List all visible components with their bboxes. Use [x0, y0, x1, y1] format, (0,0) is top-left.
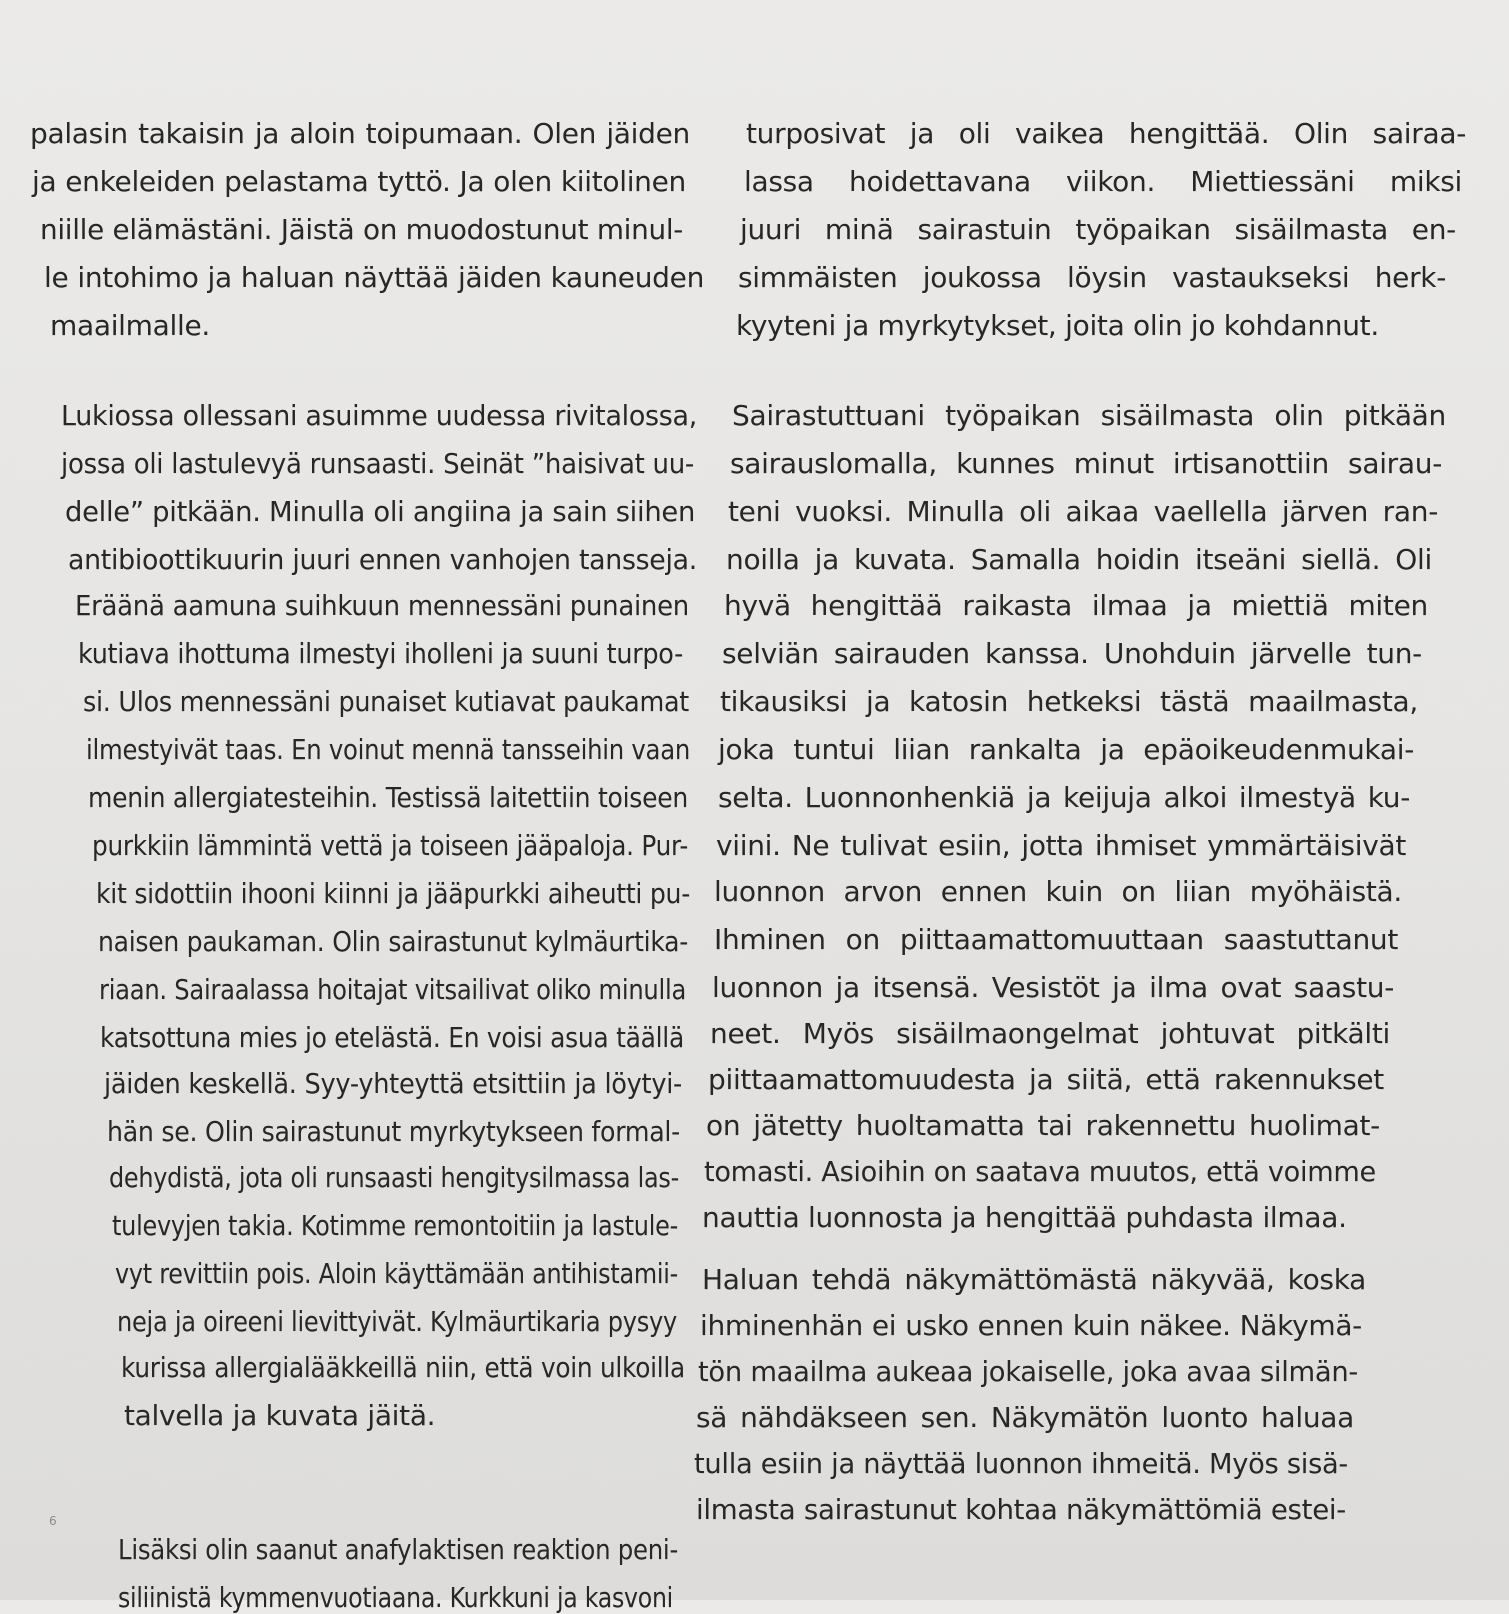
page-number: 6 — [49, 1514, 57, 1528]
right-paragraph-2-line: joka tuntui liian rankalta ja epäoikeudenmukai- — [718, 733, 1414, 766]
left-paragraph-2-line: talvella ja kuvata jäitä. — [124, 1399, 436, 1432]
left-paragraph-2-line: katsottuna mies jo etelästä. En voisi asua täällä — [100, 1021, 684, 1054]
right-paragraph-2-line: teni vuoksi. Minulla oli aikaa vaellella järven ran- — [728, 495, 1439, 528]
right-paragraph-2-line: tikausiksi ja katosin hetkeksi tästä maailmasta, — [720, 685, 1418, 718]
left-paragraph-1-line: maailmalle. — [50, 309, 210, 342]
left-paragraph-2-line: si. Ulos mennessäni punaiset kutiavat paukamat — [83, 685, 689, 718]
right-paragraph-1-line: turposivat ja oli vaikea hengittää. Olin sairaa- — [746, 117, 1467, 150]
right-paragraph-3-line: ilmasta sairastunut kohtaa näkymättömiä estei- — [696, 1493, 1346, 1526]
left-paragraph-1-line: palasin takaisin ja aloin toipumaan. Olen jäiden — [30, 117, 690, 150]
left-paragraph-2-line: kurissa allergialääkkeillä niin, että voin ulkoilla — [121, 1351, 685, 1384]
right-paragraph-3-line: ihminenhän ei usko ennen kuin näkee. Näkymä- — [700, 1309, 1362, 1342]
right-paragraph-2-line: neet. Myös sisäilmaongelmat johtuvat pitkälti — [710, 1017, 1390, 1050]
right-paragraph-2-line: luonnon ja itsensä. Vesistöt ja ilma ovat saastu- — [712, 971, 1395, 1004]
left-paragraph-2-line: jossa oli lastulevyä runsaasti. Seinät ”haisivat uu- — [61, 447, 695, 480]
right-paragraph-2-line: selviän sairauden kanssa. Unohduin järvelle tun- — [722, 637, 1422, 670]
left-paragraph-2-line: Eräänä aamuna suihkuun mennessäni punainen — [75, 589, 689, 622]
left-paragraph-2-line: purkkiin lämmintä vettä ja toiseen jääpaloja. Pur- — [92, 829, 689, 862]
left-paragraph-2-line: delle” pitkään. Minulla oli angiina ja sain siihen — [65, 495, 696, 528]
left-paragraph-2-line: naisen paukaman. Olin sairastunut kylmäurtika- — [98, 925, 689, 958]
right-paragraph-2-line: luonnon arvon ennen kuin on liian myöhäistä. — [714, 875, 1403, 908]
right-paragraph-1-line: juuri minä sairastuin työpaikan sisäilmasta en- — [740, 213, 1456, 246]
left-paragraph-1-line: niille elämästäni. Jäistä on muodostunut minul- — [40, 213, 684, 246]
left-paragraph-1-line: ja enkeleiden pelastama tyttö. Ja olen kiitolinen — [32, 165, 686, 198]
left-paragraph-2-line: kit sidottiin ihooni kiinni ja jääpurkki aiheutti pu- — [96, 877, 691, 910]
right-paragraph-2-line: noilla ja kuvata. Samalla hoidin itseäni siellä. Oli — [726, 543, 1432, 576]
left-paragraph-2-line: Lukiossa ollessani asuimme uudessa rivitalossa, — [61, 399, 697, 432]
right-paragraph-2-line: selta. Luonnonhenkiä ja keijuja alkoi ilmestyä ku- — [718, 781, 1411, 814]
left-paragraph-2-line: menin allergiatesteihin. Testissä laitettiin toiseen — [88, 781, 688, 814]
left-paragraph-1-line: le intohimo ja haluan näyttää jäiden kauneuden — [44, 261, 705, 294]
left-paragraph-2-line: hän se. Olin sairastunut myrkytykseen formal- — [107, 1115, 680, 1148]
left-paragraph-2-line: antibioottikuurin juuri ennen vanhojen tansseja. — [68, 543, 697, 576]
right-paragraph-3-line: tulla esiin ja näyttää luonnon ihmeitä. Myös sisä- — [694, 1447, 1348, 1480]
right-paragraph-2-line: piittaamattomuudesta ja siitä, että rakennukset — [708, 1063, 1384, 1096]
left-paragraph-3-line: siliinistä kymmenvuotiaana. Kurkkuni ja kasvoni — [118, 1581, 673, 1614]
right-paragraph-2-line: Sairastuttuani työpaikan sisäilmasta olin pitkään — [732, 399, 1446, 432]
left-paragraph-2-line: vyt revittiin pois. Aloin käyttämään antihistamii- — [115, 1257, 679, 1290]
right-paragraph-2-line: hyvä hengittää raikasta ilmaa ja miettiä miten — [724, 589, 1428, 622]
right-paragraph-2-line: nauttia luonnosta ja hengittää puhdasta ilmaa. — [702, 1201, 1347, 1234]
right-paragraph-2-line: on jätetty huoltamatta tai rakennettu huolimat- — [706, 1109, 1380, 1142]
right-paragraph-1-line: kyyteni ja myrkytykset, joita olin jo kohdannut. — [736, 309, 1379, 342]
left-paragraph-2-line: dehydistä, jota oli runsaasti hengitysilmassa las- — [109, 1161, 679, 1194]
right-paragraph-2-line: tomasti. Asioihin on saatava muutos, että voimme — [704, 1155, 1376, 1188]
right-paragraph-1-line: lassa hoidettavana viikon. Miettiessäni miksi — [744, 165, 1463, 198]
left-paragraph-2-line: jäiden keskellä. Syy-yhteyttä etsittiin ja löytyi- — [104, 1067, 683, 1100]
left-paragraph-3-line: Lisäksi olin saanut anafylaktisen reaktion peni- — [118, 1533, 678, 1566]
left-paragraph-2-line: riaan. Sairaalassa hoitajat vitsailivat oliko minulla — [99, 973, 687, 1006]
right-paragraph-2-line: Ihminen on piittaamattomuuttaan saastuttanut — [714, 923, 1399, 956]
right-paragraph-2-line: viini. Ne tulivat esiin, jotta ihmiset ymmärtäisivät — [716, 829, 1406, 862]
left-paragraph-2-line: neja ja oireeni lievittyivät. Kylmäurtikaria pysyy — [117, 1305, 678, 1338]
right-paragraph-2-line: sairauslomalla, kunnes minut irtisanottiin sairau- — [730, 447, 1443, 480]
right-paragraph-3-line: sä nähdäkseen sen. Näkymätön luonto haluaa — [696, 1401, 1354, 1434]
right-paragraph-1-line: simmäisten joukossa löysin vastaukseksi herk- — [738, 261, 1447, 294]
left-paragraph-2-line: tulevyjen takia. Kotimme remontoitiin ja lastule- — [112, 1209, 679, 1242]
right-paragraph-3-line: tön maailma aukeaa jokaiselle, joka avaa silmän- — [698, 1355, 1358, 1388]
left-paragraph-2-line: ilmestyivät taas. En voinut mennä tansseihin vaan — [86, 733, 691, 766]
right-paragraph-3-line: Haluan tehdä näkymättömästä näkyvää, koska — [702, 1263, 1366, 1296]
left-paragraph-2-line: kutiava ihottuma ilmestyi iholleni ja suuni turpo- — [78, 637, 684, 670]
